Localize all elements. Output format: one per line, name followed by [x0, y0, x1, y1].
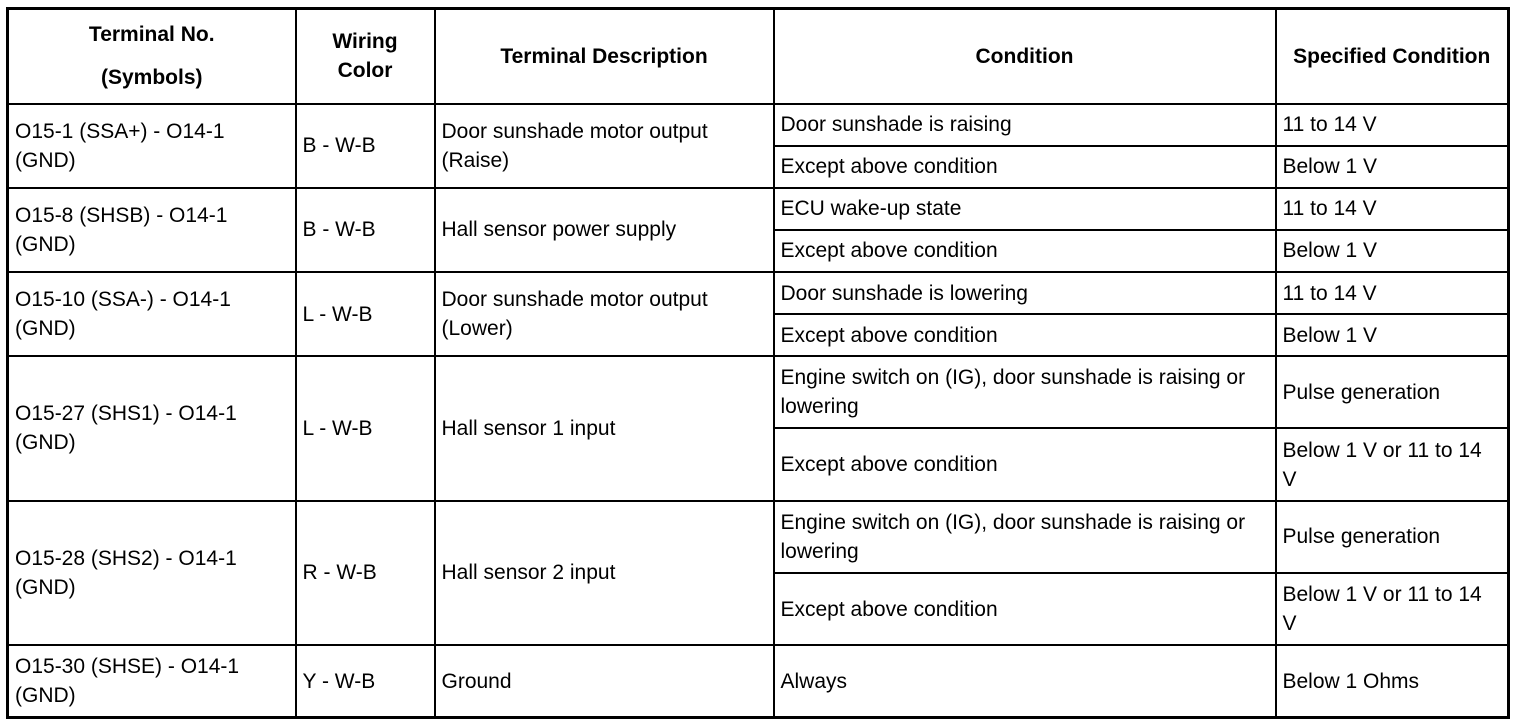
spec-cell: Below 1 V	[1276, 230, 1509, 272]
description-cell: Hall sensor power supply	[435, 188, 774, 272]
table-row	[8, 188, 1509, 230]
terminal-cell: O15-30 (SHSE) - O14-1 (GND)	[8, 645, 296, 717]
spec-cell: Below 1 Ohms	[1276, 645, 1509, 717]
spec-cell: Below 1 V or 11 to 14 V	[1276, 428, 1509, 500]
condition-cell: Door sunshade is lowering	[774, 272, 1276, 314]
terminal-cell: O15-8 (SHSB) - O14-1 (GND)	[8, 188, 296, 272]
description-cell: Hall sensor 2 input	[435, 501, 774, 645]
spec-cell: Pulse generation	[1276, 501, 1509, 573]
spec-cell: 11 to 14 V	[1276, 272, 1509, 314]
terminal-cell: O15-10 (SSA-) - O14-1 (GND)	[8, 272, 296, 356]
condition-cell: Except above condition	[774, 230, 1276, 272]
condition-cell: Always	[774, 645, 1276, 717]
header-row	[8, 9, 1509, 104]
condition-cell: Except above condition	[774, 573, 1276, 645]
header-terminal-no	[8, 9, 296, 104]
terminal-spec-table	[6, 7, 1510, 719]
header-wiring-color: Wiring Color	[296, 9, 435, 104]
condition-cell: Door sunshade is raising	[774, 104, 1276, 146]
terminal-cell: O15-1 (SSA+) - O14-1 (GND)	[8, 104, 296, 188]
description-cell: Door sunshade motor output (Raise)	[435, 104, 774, 188]
condition-cell: Except above condition	[774, 314, 1276, 356]
description-cell: Door sunshade motor output (Lower)	[435, 272, 774, 356]
wiring-color-cell: R - W-B	[296, 501, 435, 645]
table-row	[8, 104, 1509, 146]
header-terminal-no-line1: Terminal No.	[88, 23, 215, 47]
spec-cell: Below 1 V	[1276, 314, 1509, 356]
header-terminal-no-line2: (Symbols)	[100, 66, 203, 90]
terminal-cell: O15-28 (SHS2) - O14-1 (GND)	[8, 501, 296, 645]
wiring-color-cell: Y - W-B	[296, 645, 435, 717]
spec-cell: Pulse generation	[1276, 356, 1509, 428]
table-row	[8, 272, 1509, 314]
wiring-color-cell: B - W-B	[296, 104, 435, 188]
terminal-cell: O15-27 (SHS1) - O14-1 (GND)	[8, 356, 296, 500]
wiring-color-cell: L - W-B	[296, 272, 435, 356]
condition-cell: Engine switch on (IG), door sunshade is raising or lowering	[774, 501, 1276, 573]
description-cell: Hall sensor 1 input	[435, 356, 774, 500]
table-row	[8, 645, 1509, 717]
condition-cell: ECU wake-up state	[774, 188, 1276, 230]
table-row	[8, 501, 1509, 573]
spec-cell: Below 1 V or 11 to 14 V	[1276, 573, 1509, 645]
header-specified-condition: Specified Condition	[1276, 9, 1509, 104]
condition-cell: Except above condition	[774, 146, 1276, 188]
spec-cell: 11 to 14 V	[1276, 104, 1509, 146]
header-terminal-description: Terminal Description	[435, 9, 774, 104]
table-row	[8, 356, 1509, 428]
description-cell: Ground	[435, 645, 774, 717]
spec-cell: 11 to 14 V	[1276, 188, 1509, 230]
wiring-color-cell: L - W-B	[296, 356, 435, 500]
wiring-color-cell: B - W-B	[296, 188, 435, 272]
spec-cell: Below 1 V	[1276, 146, 1509, 188]
condition-cell: Except above condition	[774, 428, 1276, 500]
header-condition: Condition	[774, 9, 1276, 104]
condition-cell: Engine switch on (IG), door sunshade is raising or lowering	[774, 356, 1276, 428]
